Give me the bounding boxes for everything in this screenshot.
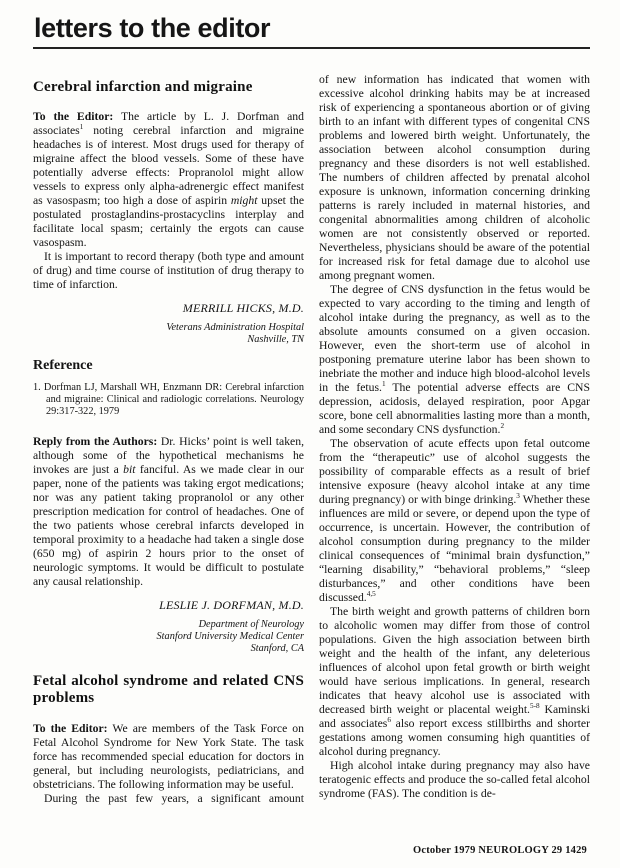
reference-heading: Reference xyxy=(33,358,93,373)
affiliation-line: Department of Neurology xyxy=(198,618,304,630)
left-column xyxy=(33,73,304,806)
reply-paragraph: Reply from the Authors: Dr. Hicks’ point is well taken, although some of the hypothetical mechanisms he invokes are just a bit fanciful. As we made clear in our paper, none of the patients was taking ergot medications; nor was any patient taking propranolol or any other prescription medication for control of headaches. One of the two patients whose cerebral infarcts developed in temporal proximity to a headache had taken a single dose (650 mg) of aspirin 2 hours prior to the onset of neurologic symptoms. It would be difficult to postulate any causal relationship. xyxy=(33,434,305,588)
section-title: letters to the editor xyxy=(34,13,271,43)
two-column-layout xyxy=(33,73,590,806)
right-column xyxy=(319,73,590,806)
letter2-title: Fetal alcohol syndrome and related CNS problems xyxy=(33,672,304,706)
reply-affiliation xyxy=(33,619,304,655)
letter2-paragraph-6: High alcohol intake during pregnancy may also have teratogenic effects and produce the so-called fetal alcohol syndrome (FAS). The condition is de- xyxy=(319,759,590,800)
letter2-paragraph-1: To the Editor: We are members of the Task Force on Fetal Alcohol Syndrome for New York State. The task force has recommended special education for doctors in general, but including neurologists, pediatricians, and obstetricians. The following information may be useful. xyxy=(33,721,304,791)
affiliation-line: Veterans Administration Hospital xyxy=(166,322,304,333)
letter2-paragraph-2-left-fragment: During the past few years, a significant amount xyxy=(44,791,304,805)
reference-item: 1. Dorfman LJ, Marshall WH, Enzmann DR: Cerebral infarction and migraine: Clinical and radiologic correlations. Neurology 29:317-322, 1979 xyxy=(33,382,304,418)
letter1-paragraph-1: To the Editor: The article by L. J. Dorfman and associates$^1$ noting cerebral infarction and migraine headaches is of interest. Most drugs used for therapy of migraine affect the blood vessels. Some of these have potentially adverse effects: Propranolol might allow vessels to express only alpha-adrenergic effect manifest as vasospasm; too high a dose of aspirin might upset the postulated prostaglandins-prostacyclins interplay and facilitate local spasm; certainly the ergots can cause vasospasm. xyxy=(33,110,305,249)
letter1-affiliation xyxy=(33,322,304,346)
letter1-title: Cerebral infarction and migraine xyxy=(33,79,253,95)
letter1-paragraph-2: It is important to record therapy (both type and amount of drug) and time course of institution of drug therapy to time of infarction. xyxy=(33,250,304,291)
affiliation-line: Stanford, CA xyxy=(250,642,304,654)
running-footer: October 1979 NEUROLOGY 29 1429 xyxy=(413,845,587,856)
affiliation-line: Nashville, TN xyxy=(247,334,304,345)
letter2-paragraph-3: The degree of CNS dysfunction in the fetus would be expected to vary according to the timing and length of alcohol intake during the pregnancy, as well as to the absolute amounts consumed on a given occasion. However, even the short-term use of alcohol in postponing premature uterine labor has been shown to inebriate the mother and induce high blood-alcohol levels in the fetus.$^1$ The potential adverse effects are CNS depression, acidosis, delayed respiration, poor Apgar score, bone cell abnormalities lasting more than a month, and some secondary CNS dysfunction.$^2$ xyxy=(319,283,590,436)
letter2-paragraph-5: The birth weight and growth patterns of children born to alcoholic women may differ from those of control populations. Given the high association between birth weight and the health of the infant, any deleterious influences of alcohol upon fetal growth or birth weight would have serious implications. In general, research indicates that heavy alcohol use is associated with decreased birth weight or placental weight.$^{5-8}$ Kaminski and associates$^6$ also report excess stillbirths and shorter gestations among women consuming high quantities of alcohol during pregnancy. xyxy=(319,605,590,758)
masthead xyxy=(33,13,590,49)
masthead-rule xyxy=(33,47,590,49)
affiliation-line: Stanford University Medical Center xyxy=(156,630,304,642)
letter1-signature: MERRILL HICKS, M.D. xyxy=(182,301,304,315)
letter2-paragraph-2-continuation: of new information has indicated that women with excessive alcohol drinking habits may be at increased risk of experiencing a spontaneous abortion or of giving birth to an infant with different types of congenital CNS problems and lowered birth weight. Unfortunately, the association between alcohol consumption during pregnancy and these disorders is not well established. The numbers of children affected by prenatal alcohol exposure is unknown, information concerning drinking patterns is rarely included in maternal histories, and congenital abnormalities among children of alcoholic women are not consistently observed or reported. Nevertheless, physicians should be aware of the potential for increased risk for fetal damage due to alcohol use among pregnant women. xyxy=(319,73,590,282)
reply-signature: LESLIE J. DORFMAN, M.D. xyxy=(159,597,304,612)
letter2-paragraph-4: The observation of acute effects upon fetal outcome from the “therapeutic” use of alcohol suggests the possibility of comparable effects as a result of brief intensive exposure (heavy alcohol intake at any time during pregnancy) or with binge drinking.$^3$ Whether these influences are mild or severe, or depend upon the type of occurrence, is uncertain. However, the contribution of alcohol consumption during pregnancy to the milder clinical consequences of “minimal brain dysfunction,” “learning disability,” “behavioral problems,” “sleep disturbances,” and other conditions have been discussed.$^{4,5}$ xyxy=(319,437,590,604)
